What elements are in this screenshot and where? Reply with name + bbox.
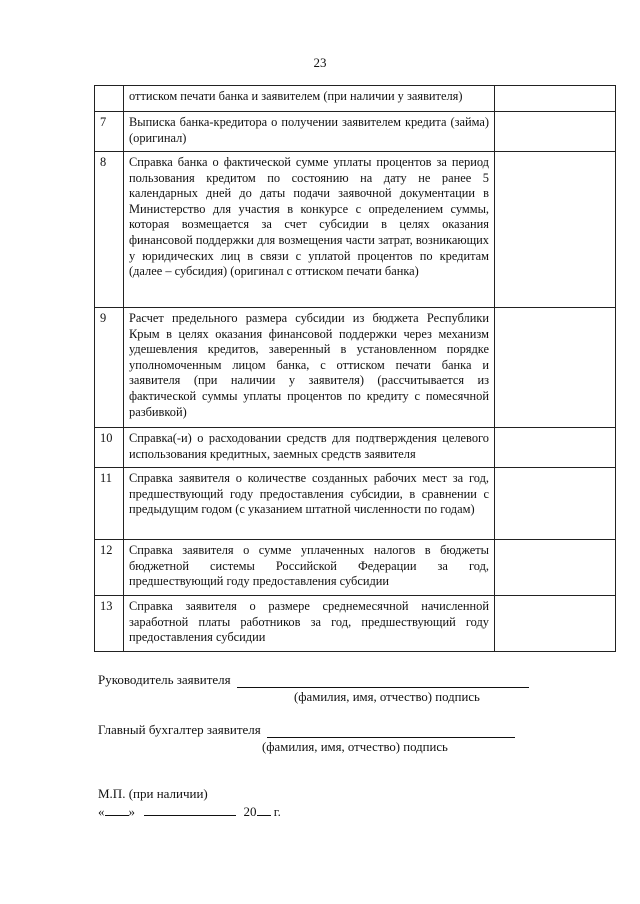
row-number (95, 86, 124, 112)
accountant-label: Главный бухгалтер заявителя (98, 722, 261, 737)
head-label: Руководитель заявителя (98, 672, 231, 687)
date-month-blank[interactable] (144, 803, 236, 816)
row-number: 7 (95, 112, 124, 152)
head-signature-blank[interactable] (237, 686, 529, 688)
date-year-blank[interactable] (257, 803, 271, 816)
row-description: Справка заявителя о сумме уплаченных налогов в бюджеты бюджетной системы Российской Федерации за год, предшествующий году предоставления субсидии (124, 540, 495, 596)
stamp-label: М.П. (при наличии) (98, 786, 208, 801)
head-signature-line (98, 672, 529, 688)
row-mark-cell (495, 468, 616, 540)
row-description: оттиском печати банка и заявителем (при наличии у заявителя) (124, 86, 495, 112)
row-number: 8 (95, 152, 124, 308)
table-row (95, 152, 616, 308)
table-row (95, 540, 616, 596)
date-line (98, 803, 281, 820)
date-quote-close: » (128, 804, 135, 819)
row-number: 12 (95, 540, 124, 596)
documents-table (94, 85, 616, 652)
row-description: Расчет предельного размера субсидии из бюджета Республики Крым в целях оказания финансовой поддержки через механизм удешевления кредитов, заверенный в установленном порядке уполномоченным лицом банка, с оттиском печати банка и заявителя (при наличии у заявителя) (рассчитывается из фактической суммы уплаты процентов по кредиту с помесячной разбивкой) (124, 308, 495, 428)
date-day-blank[interactable] (105, 803, 129, 816)
row-number: 10 (95, 428, 124, 468)
table-row (95, 308, 616, 428)
table-row (95, 596, 616, 652)
date-quote-open: « (98, 804, 105, 819)
table-row (95, 112, 616, 152)
row-mark-cell (495, 540, 616, 596)
table-row (95, 428, 616, 468)
row-description: Справка(-и) о расходовании средств для подтверждения целевого использования кредитных, заемных средств заявителя (124, 428, 495, 468)
accountant-signature-line (98, 722, 515, 738)
row-mark-cell (495, 112, 616, 152)
accountant-signature-blank[interactable] (267, 736, 515, 738)
head-caption: (фамилия, имя, отчество) подпись (294, 690, 480, 704)
row-number: 11 (95, 468, 124, 540)
date-year-prefix: 20 (243, 804, 257, 819)
accountant-caption: (фамилия, имя, отчество) подпись (262, 740, 448, 754)
row-mark-cell (495, 86, 616, 112)
row-description: Выписка банка-кредитора о получении заявителем кредита (займа) (оригинал) (124, 112, 495, 152)
row-mark-cell (495, 596, 616, 652)
table-row (95, 468, 616, 540)
row-mark-cell (495, 308, 616, 428)
row-number: 9 (95, 308, 124, 428)
row-mark-cell (495, 152, 616, 308)
table-row (95, 86, 616, 112)
row-description: Справка заявителя о размере среднемесячной начисленной заработной платы работников за год, предшествующий году предоставления субсидии (124, 596, 495, 652)
row-description: Справка заявителя о количестве созданных рабочих мест за год, предшествующий году предоставления субсидии, в сравнении с предыдущим годом (с указанием штатной численности по годам) (124, 468, 495, 540)
page-number: 23 (313, 55, 327, 70)
date-year-suffix: г. (273, 804, 281, 819)
row-description: Справка банка о фактической сумме уплаты процентов за период пользования кредитом по состоянию на дату не ранее 5 календарных дней до даты подачи заявочной документации в Министерство для участия в конкурсе с определением суммы, которая возмещается за счет субсидии в целях оказания финансовой поддержки для возмещения части затрат, возникающих у юридических лиц в связи с уплатой процентов по кредитам (далее – субсидия) (оригинал с оттиском печати банка) (124, 152, 495, 308)
row-number: 13 (95, 596, 124, 652)
row-mark-cell (495, 428, 616, 468)
